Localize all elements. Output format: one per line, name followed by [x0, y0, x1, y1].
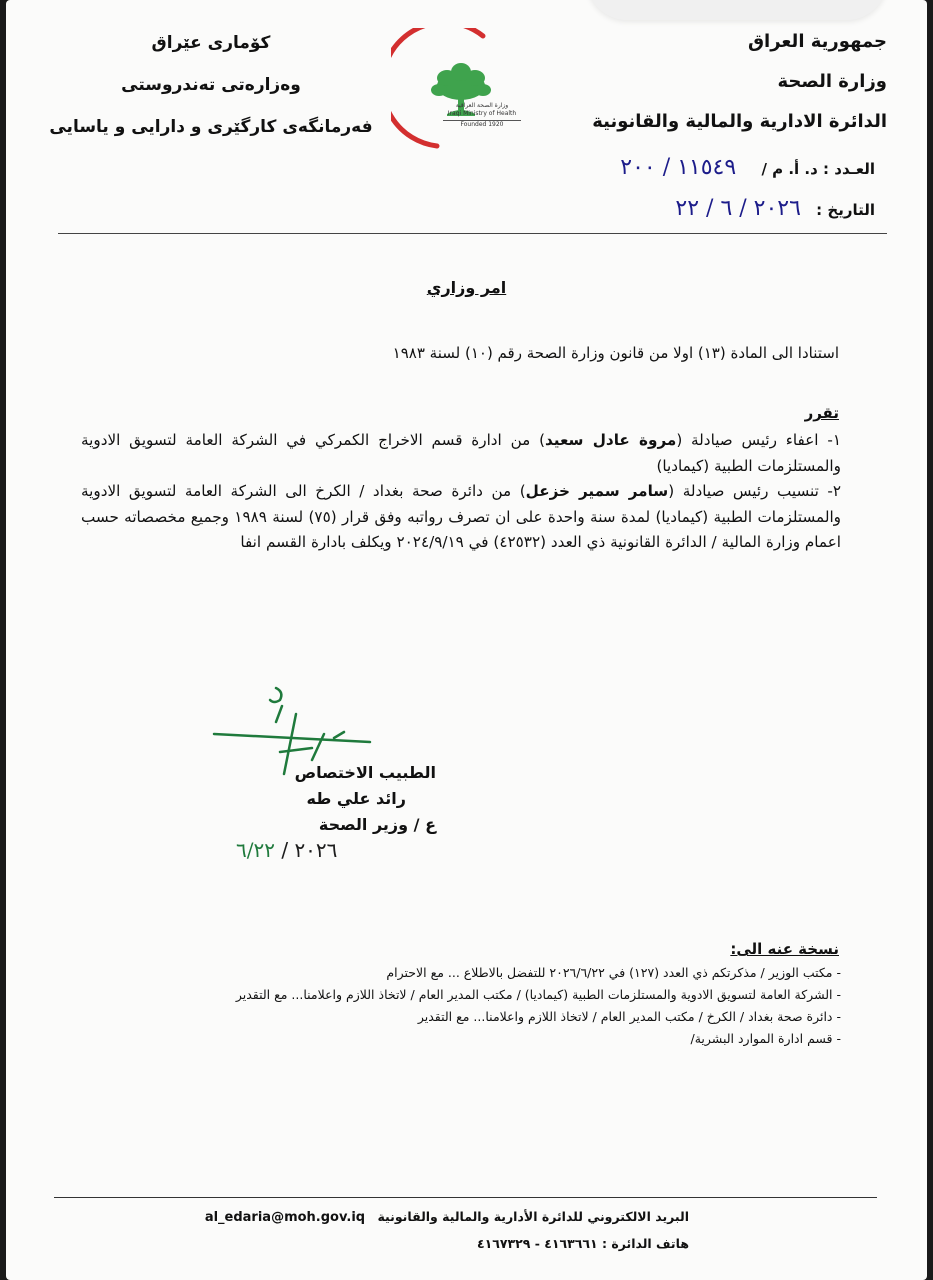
- signature-date-handwritten: ٦/٢٢: [236, 838, 275, 862]
- document-preamble: استنادا الى المادة (١٣) اولا من قانون وزارة الصحة رقم (١٠) لسنة ١٩٨٣: [392, 344, 839, 362]
- ministry-logo: [391, 28, 541, 158]
- copy-recipient: - دائرة صحة بغداد / الكرخ / مكتب المدير العام / لاتخاذ اللازم واعلامنا... مع التقدير: [417, 1009, 841, 1024]
- decision-item-2: [81, 479, 841, 556]
- item-2-person-name: سامر سمير خزعل: [525, 482, 669, 500]
- document-body: [81, 428, 841, 556]
- footer-email-row: [169, 1204, 689, 1231]
- header-department: الدائرة الادارية والمالية والقانونية: [592, 111, 887, 132]
- reference-date-row: [675, 196, 875, 221]
- reference-number-row: [620, 155, 875, 180]
- ministry-logo-emblem-icon: [391, 28, 541, 158]
- signer-name: رائد علي طه: [306, 789, 406, 808]
- signer-title: الطبيب الاختصاص: [294, 763, 436, 782]
- signature-text: [196, 760, 436, 838]
- footer-email-label: البريد الالكتروني للدائرة الأدارية والمالية والقانونية: [377, 1209, 689, 1224]
- copies-list: [61, 962, 841, 1050]
- footer-phone-label: هاتف الدائرة :: [602, 1236, 689, 1251]
- decided-label: تقرر: [804, 404, 839, 422]
- item-2-text: ) من دائرة صحة بغداد / الكرخ الى الشركة العامة لتسويق الادوية والمستلزمات الطبية (كيماديا) لمدة سنة واحدة على ان تصرف رواتبه وفق قرار (٧٥) لسنة ١٩٨٩ وجميع مخصصاته حسب اعمام وزارة المالية / الدائرة القانونية ذي العدد (٤٢٥٣٢) في ٢٠٢٤/٩/١٩ ويكلف بادارة القسم انفا: [81, 482, 842, 551]
- footer-phone-row: [169, 1231, 689, 1257]
- header-republic: جمهورية العراق: [747, 31, 887, 52]
- photo-glare: [587, 0, 887, 20]
- copies-title: نسخة عنه الى:: [730, 940, 839, 958]
- item-1-prefix: ١- اعفاء رئيس صيادلة (: [676, 431, 841, 449]
- copy-recipient: - الشركة العامة لتسويق الادوية والمستلزمات الطبية (كيماديا) / مكتب المدير العام / لاتخاذ اللازم واعلامنا... مع التقدير: [235, 987, 841, 1002]
- document-title: امر وزاري: [426, 278, 507, 297]
- header-kurdish-department: فەرمانگەی كارگێری و دارایی و یاسایی: [49, 117, 373, 137]
- signature-date: [236, 838, 337, 862]
- copy-recipient: - مكتب الوزير / مذكرتكم ذي العدد (١٢٧) في ٢٠٢٦/٦/٢٢ للتفضل بالاطلاع ... مع الاحترام: [386, 965, 841, 980]
- reference-number-label: العـدد : د. أ. م /: [761, 160, 875, 178]
- header-ministry: وزارة الصحة: [777, 71, 887, 92]
- header-kurdish-republic: كۆماری عێراق: [151, 33, 271, 53]
- header-divider: [58, 233, 887, 234]
- logo-arabic-text: وزارة الصحة العراقية: [455, 102, 509, 109]
- logo-founded-text: Founded 1920: [443, 120, 521, 129]
- header-kurdish-ministry: وەزارەتی تەندروستی: [121, 75, 301, 95]
- document-page: [6, 0, 927, 1280]
- footer: [169, 1204, 689, 1257]
- signature-date-year: ٢٠٢٦ /: [281, 838, 338, 862]
- decision-item-1: [81, 428, 841, 479]
- item-1-person-name: مروة عادل سعيد: [545, 431, 677, 449]
- copy-recipient: - قسم ادارة الموارد البشرية/: [690, 1031, 841, 1046]
- logo-english-text: Iraqi Ministry of Health: [447, 110, 517, 117]
- header-kurdish: [46, 22, 376, 148]
- item-1-text: ) من ادارة قسم الاخراج الكمركي في الشركة العامة لتسويق الادوية والمستلزمات الطبية (كيماديا): [81, 431, 841, 475]
- footer-divider: [54, 1197, 877, 1198]
- header-arabic: [587, 22, 887, 142]
- reference-number-value: ١١٥٤٩ / ٢٠٠: [620, 155, 737, 180]
- footer-email-link[interactable]: al_edaria@moh.gov.iq: [204, 1210, 366, 1225]
- reference-date-label: التاريخ :: [816, 201, 875, 219]
- signer-role: ع / وزير الصحة: [318, 815, 436, 834]
- footer-phone-numbers: ٤١٦٣٦٦١ - ٤١٦٧٣٢٩: [476, 1236, 598, 1251]
- item-2-prefix: ٢- تنسيب رئيس صيادلة (: [668, 482, 841, 500]
- reference-date-value: ٢٠٢٦ / ٦ / ٢٢: [675, 196, 801, 221]
